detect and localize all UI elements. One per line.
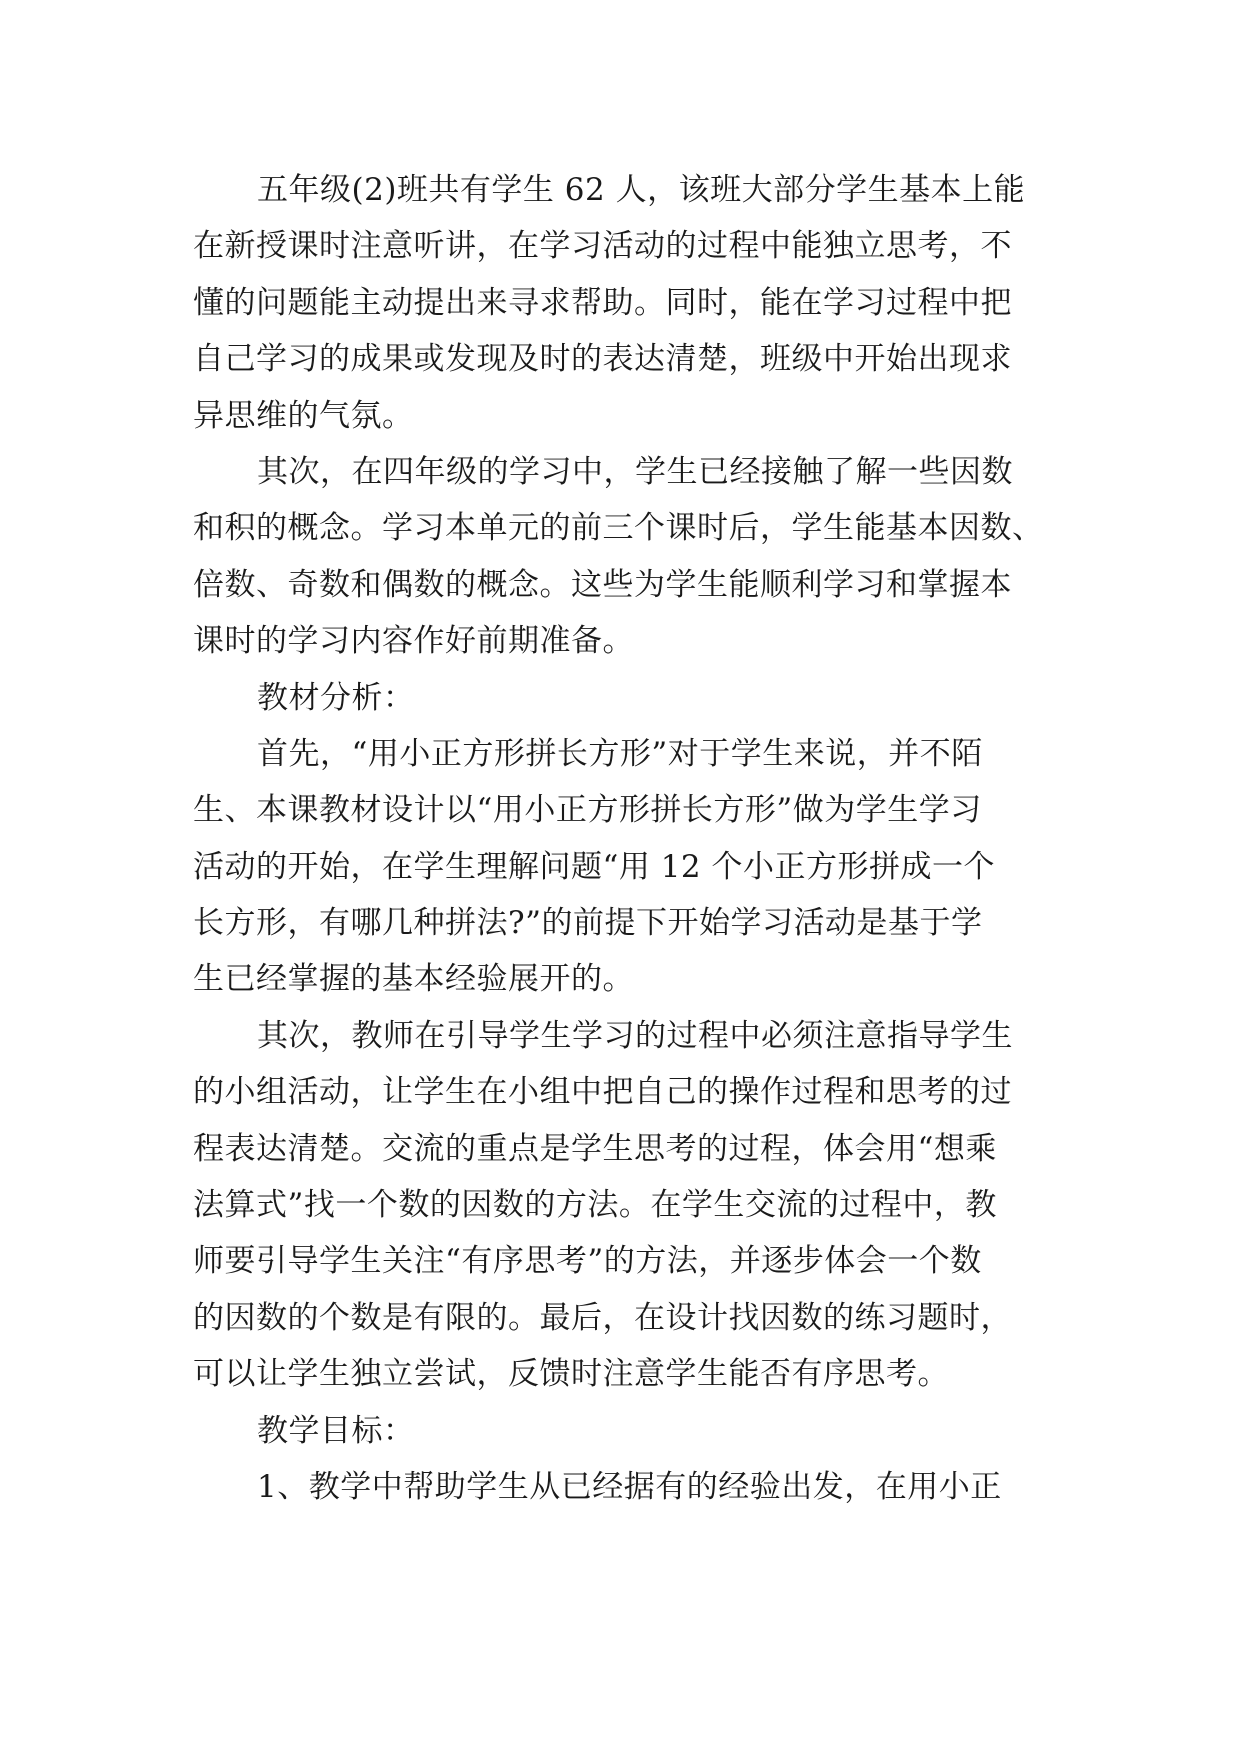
section-heading [193, 670, 1055, 726]
paragraph [193, 444, 1055, 670]
paragraph [193, 1008, 1055, 1403]
paragraph [193, 726, 1055, 1008]
text-line: 在新授课时注意听讲，在学习活动的过程中能独立思考，不 [193, 228, 1012, 265]
section-heading [193, 1403, 1055, 1459]
text-line: 课时的学习内容作好前期准备。 [193, 623, 634, 660]
text-line: 的小组活动，让学生在小组中把自己的操作过程和思考的过 [193, 1074, 1012, 1111]
paragraph [193, 162, 1055, 444]
text-line: 生已经掌握的基本经验展开的。 [193, 961, 634, 998]
text-line: 异思维的气氛。 [193, 397, 414, 434]
text-line: 自己学习的成果或发现及时的表达清楚，班级中开始出现求 [193, 341, 1012, 378]
text-line: 首先，“用小正方形拼长方形”对于学生来说，并不陌 [257, 735, 983, 772]
text-line: 倍数、奇数和偶数的概念。这些为学生能顺利学习和掌握本 [193, 566, 1012, 603]
document-body [193, 162, 1055, 1515]
text-line: 1、教学中帮助学生从已经据有的经验出发，在用小正 [257, 1468, 1002, 1505]
text-line: 师要引导学生关注“有序思考”的方法，并逐步体会一个数 [193, 1243, 982, 1280]
text-line: 活动的开始，在学生理解问题“用 12 个小正方形拼成一个 [193, 848, 995, 885]
paragraph [193, 1459, 1055, 1515]
text-line: 可以让学生独立尝试，反馈时注意学生能否有序思考。 [193, 1356, 949, 1393]
text-line: 的因数的个数是有限的。最后，在设计找因数的练习题时， [193, 1299, 1012, 1336]
text-line: 懂的问题能主动提出来寻求帮助。同时，能在学习过程中把 [193, 284, 1012, 321]
text-line: 程表达清楚。交流的重点是学生思考的过程，体会用“想乘 [193, 1130, 997, 1167]
text-line: 法算式”找一个数的因数的方法。在学生交流的过程中，教 [193, 1187, 997, 1224]
text-line: 其次，在四年级的学习中，学生已经接触了解一些因数 [257, 453, 1013, 490]
text-line: 生、本课教材设计以“用小正方形拼长方形”做为学生学习 [193, 792, 982, 829]
text-line: 其次，教师在引导学生学习的过程中必须注意指导学生 [257, 1017, 1013, 1054]
text-line: 和积的概念。学习本单元的前三个课时后，学生能基本因数、 [193, 510, 1044, 547]
text-line: 教材分析： [257, 679, 415, 716]
text-line: 长方形，有哪几种拼法?”的前提下开始学习活动是基于学 [193, 905, 983, 942]
text-line: 五年级(2)班共有学生 62 人，该班大部分学生基本上能 [257, 172, 1026, 208]
text-line: 教学目标： [257, 1412, 415, 1449]
